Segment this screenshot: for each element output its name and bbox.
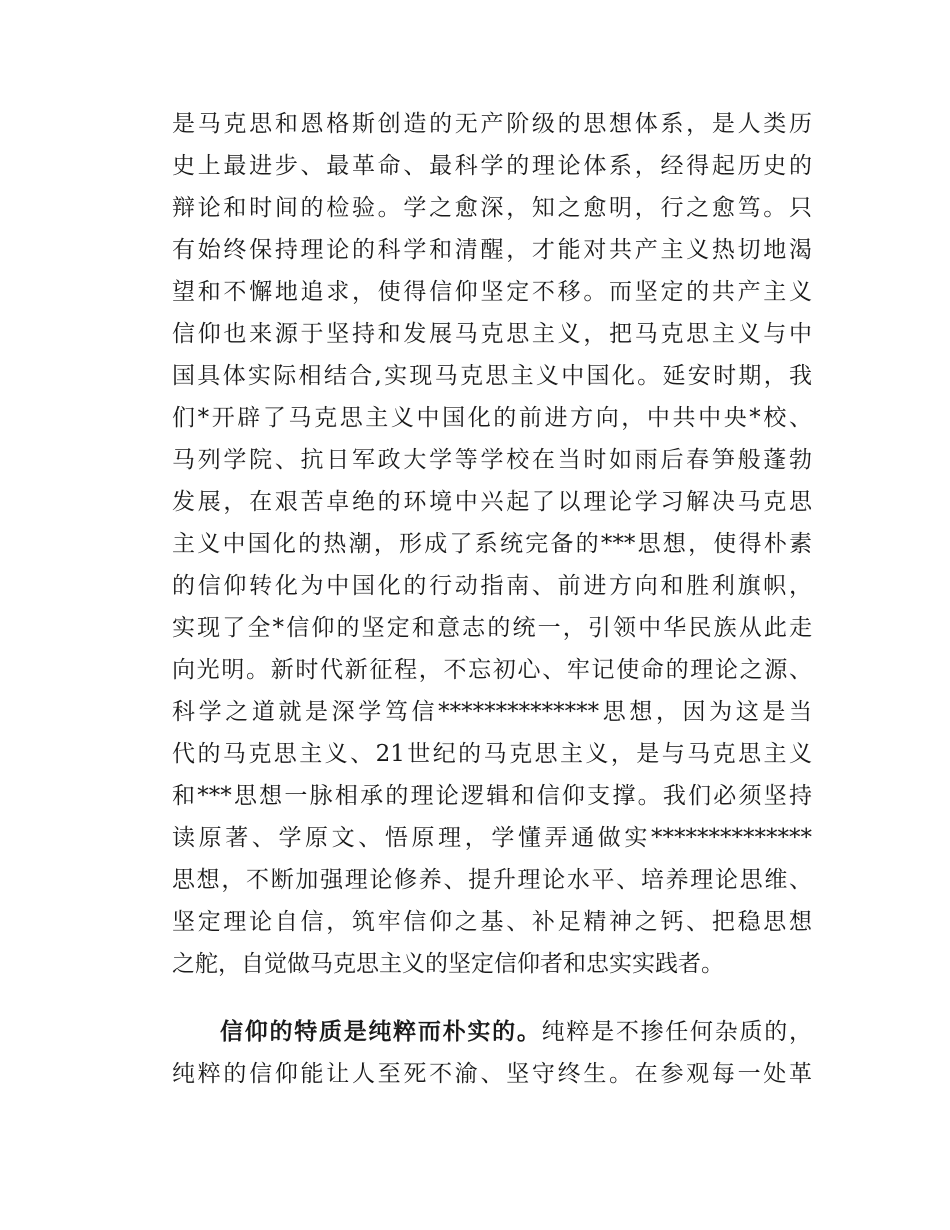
text-line: 向光明。新时代新征程，不忘初心、牢记使命的理论之源、 xyxy=(172,657,812,683)
text-line: 望和不懈地追求，使得信仰坚定不移。而坚定的共产主义 xyxy=(172,279,812,305)
text-line: 有始终保持理论的科学和清醒，才能对共产主义热切地渴 xyxy=(172,237,812,263)
text-line: 辩论和时间的检验。学之愈深，知之愈明，行之愈笃。只 xyxy=(172,195,812,221)
text-line: 思想，不断加强理论修养、提升理论水平、培养理论思维、 xyxy=(172,867,812,893)
text-line: 马列学院、抗日军政大学等学校在当时如雨后春笋般蓬勃 xyxy=(172,447,812,473)
text-line: 科学之道就是深学笃信**************思想，因为这是当 xyxy=(172,699,812,725)
paragraph-spacer xyxy=(172,985,812,1011)
text-line: 代的马克思主义、21世纪的马克思主义，是与马克思主义 xyxy=(172,741,812,767)
paragraph-2 xyxy=(172,1011,812,1095)
text-line xyxy=(172,1011,812,1053)
text-line: 读原著、学原文、悟原理，学懂弄通做实************** xyxy=(172,825,812,851)
document-body xyxy=(172,103,812,1095)
text-line: 之舵，自觉做马克思主义的坚定信仰者和忠实实践者。 xyxy=(172,951,724,977)
text-line: 坚定理论自信，筑牢信仰之基、补足精神之钙、把稳思想 xyxy=(172,909,812,935)
text-span: 纯粹是不掺任何杂质的， xyxy=(541,1019,813,1045)
text-line: 的信仰转化为中国化的行动指南、前进方向和胜利旗帜， xyxy=(172,573,812,599)
text-line: 主义中国化的热潮，形成了系统完备的***思想，使得朴素 xyxy=(172,531,812,557)
paragraph-lead-sentence: 信仰的特质是纯粹而朴实的。 xyxy=(220,1019,542,1045)
text-line: 是马克思和恩格斯创造的无产阶级的思想体系，是人类历 xyxy=(172,111,812,137)
text-line: 实现了全*信仰的坚定和意志的统一，引领中华民族从此走 xyxy=(172,615,812,641)
text-line: 国具体实际相结合,实现马克思主义中国化。延安时期，我 xyxy=(172,363,812,389)
text-line: 信仰也来源于坚持和发展马克思主义，把马克思主义与中 xyxy=(172,321,812,347)
text-line: 和***思想一脉相承的理论逻辑和信仰支撑。我们必须坚持 xyxy=(172,783,812,809)
paragraph-1 xyxy=(172,103,812,985)
text-line: 发展，在艰苦卓绝的环境中兴起了以理论学习解决马克思 xyxy=(172,489,812,515)
text-line: 纯粹的信仰能让人至死不渝、坚守终生。在参观每一处革 xyxy=(172,1061,812,1087)
text-line: 们*开辟了马克思主义中国化的前进方向，中共中央*校、 xyxy=(172,405,812,431)
text-line: 史上最进步、最革命、最科学的理论体系，经得起历史的 xyxy=(172,153,812,179)
